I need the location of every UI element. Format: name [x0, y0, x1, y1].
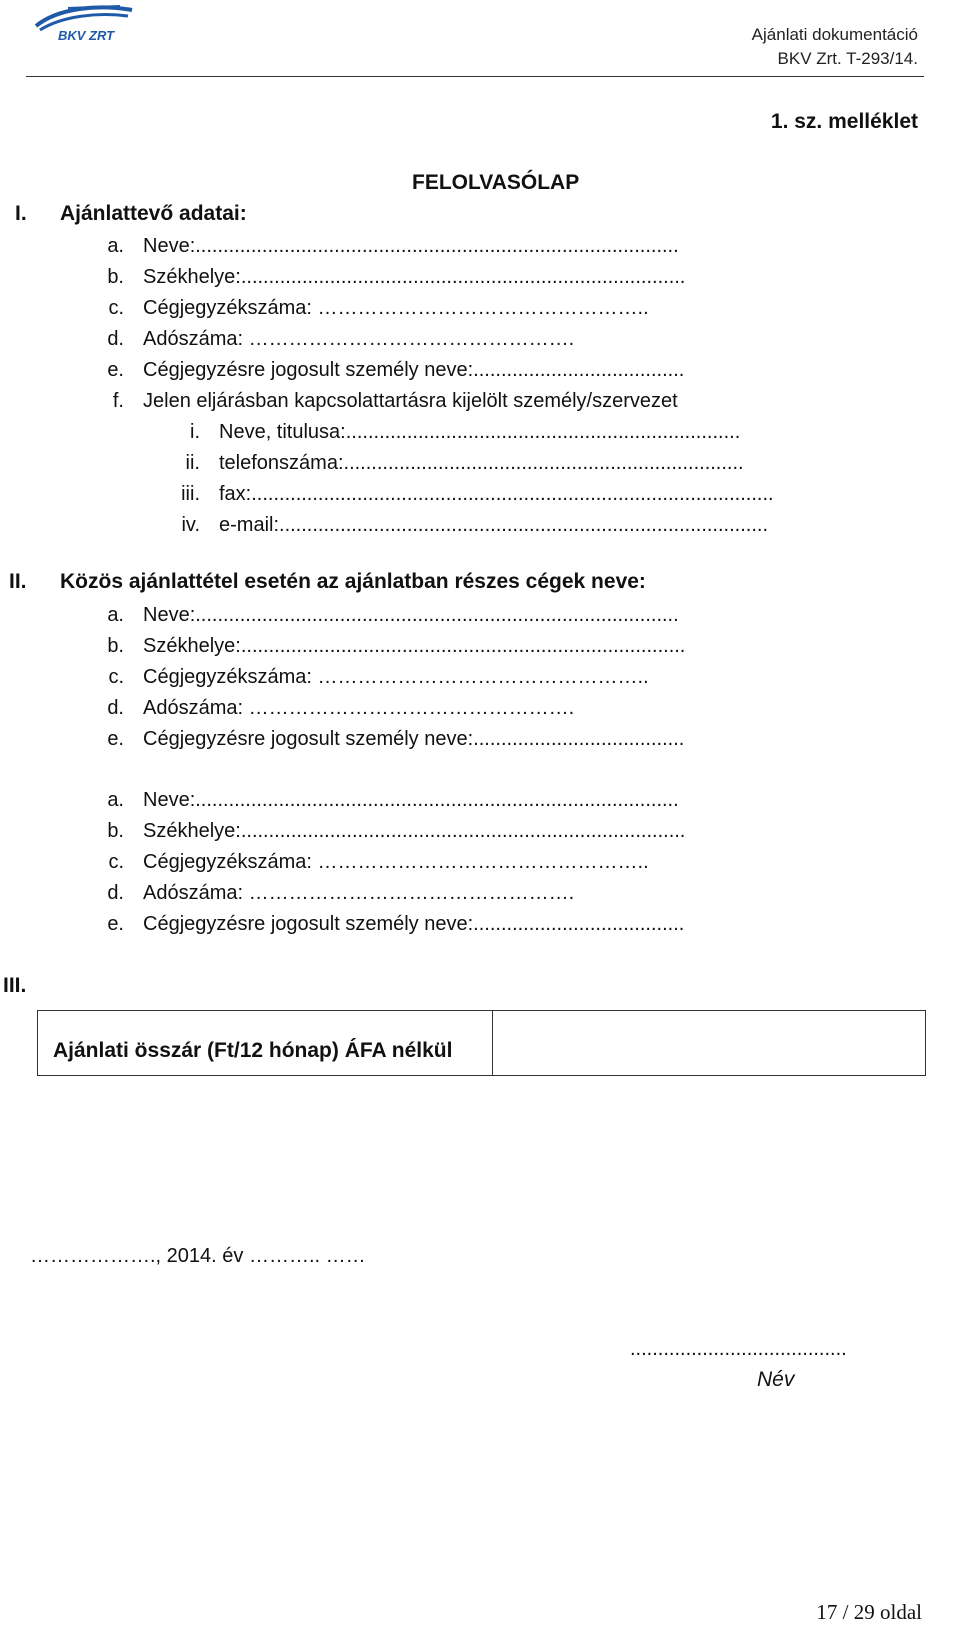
date-line: ………………., 2014. év ……….. …… — [30, 1245, 366, 1267]
section-1-title: Ajánlattevő adatai: — [60, 202, 247, 225]
partner1-item-marker: d. — [107, 697, 124, 719]
contact-item-marker: iv. — [181, 514, 200, 536]
price-table — [37, 1010, 926, 1076]
contact-item-field[interactable]: fax:.............................................................................................. — [219, 483, 774, 505]
header-doc-ref: BKV Zrt. T-293/14. — [777, 49, 918, 68]
partner2-item-marker: c. — [108, 851, 124, 873]
bidder-item-field[interactable]: Jelen eljárásban kapcsolattartásra kijelölt személy/szervezet — [143, 390, 678, 412]
price-value-field[interactable] — [493, 1011, 925, 1075]
partner2-item-field[interactable]: Cégjegyzékszáma: ………………………………………….. — [143, 851, 649, 873]
partner1-item-marker: b. — [107, 635, 124, 657]
partner2-item-field[interactable]: Neve:....................................................................................... — [143, 789, 679, 811]
partner2-item-field[interactable]: Adószáma: …………………………………………. — [143, 882, 575, 904]
partner1-item-marker: a. — [107, 604, 124, 626]
partner1-item-field[interactable]: Adószáma: …………………………………………. — [143, 697, 575, 719]
header-divider — [26, 76, 924, 77]
bkv-logo — [28, 4, 140, 44]
partner2-item-marker: b. — [107, 820, 124, 842]
signature-line: ....................................... — [630, 1338, 847, 1360]
section-2-title: Közös ajánlattétel esetén az ajánlatban részes cégek neve: — [60, 570, 646, 593]
bidder-item-marker: e. — [107, 359, 124, 381]
header-doc-type: Ajánlati dokumentáció — [751, 25, 918, 44]
bidder-item-field[interactable]: Cégjegyzékszáma: ………………………………………….. — [143, 297, 649, 319]
partner2-item-marker: e. — [107, 913, 124, 935]
contact-item-field[interactable]: telefonszáma:........................................................................ — [219, 452, 744, 474]
bidder-item-marker: a. — [107, 235, 124, 257]
bidder-item-field[interactable]: Székhelye:................................................................................ — [143, 266, 686, 288]
bidder-item-marker: b. — [107, 266, 124, 288]
partner1-item-field[interactable]: Neve:....................................................................................... — [143, 604, 679, 626]
partner2-item-marker: d. — [107, 882, 124, 904]
signature-name-label: Név — [757, 1368, 795, 1391]
contact-item-field[interactable]: e-mail:........................................................................................ — [219, 514, 768, 536]
partner1-item-marker: e. — [107, 728, 124, 750]
partner1-item-field[interactable]: Cégjegyzékszáma: ………………………………………….. — [143, 666, 649, 688]
bkv-logo-text: BKV ZRT — [58, 28, 115, 43]
price-label: Ajánlati összár (Ft/12 hónap) ÁFA nélkül — [38, 1011, 493, 1075]
bidder-item-field[interactable]: Neve:....................................................................................... — [143, 235, 679, 257]
partner1-item-marker: c. — [108, 666, 124, 688]
bidder-item-marker: d. — [107, 328, 124, 350]
contact-item-marker: iii. — [181, 483, 200, 505]
partner1-item-field[interactable]: Cégjegyzésre jogosult személy neve:...................................... — [143, 728, 685, 750]
bidder-item-field[interactable]: Adószáma: …………………………………………. — [143, 328, 575, 350]
page-title: FELOLVASÓLAP — [412, 171, 580, 194]
bidder-item-marker: f. — [112, 390, 124, 412]
partner1-item-field[interactable]: Székhelye:................................................................................ — [143, 635, 686, 657]
annex-label: 1. sz. melléklet — [770, 110, 918, 133]
bidder-item-marker: c. — [108, 297, 124, 319]
partner2-item-field[interactable]: Székhelye:................................................................................ — [143, 820, 686, 842]
section-2-number: II. — [9, 570, 27, 593]
section-3-number: III. — [3, 974, 27, 997]
contact-item-marker: i. — [190, 421, 200, 443]
contact-item-field[interactable]: Neve, titulusa:....................................................................... — [219, 421, 741, 443]
bidder-item-field[interactable]: Cégjegyzésre jogosult személy neve:...................................... — [143, 359, 685, 381]
partner2-item-field[interactable]: Cégjegyzésre jogosult személy neve:...................................... — [143, 913, 685, 935]
contact-item-marker: ii. — [185, 452, 200, 474]
partner2-item-marker: a. — [107, 789, 124, 811]
section-1-number: I. — [15, 202, 27, 225]
page-number: 17 / 29 oldal — [816, 1600, 922, 1624]
